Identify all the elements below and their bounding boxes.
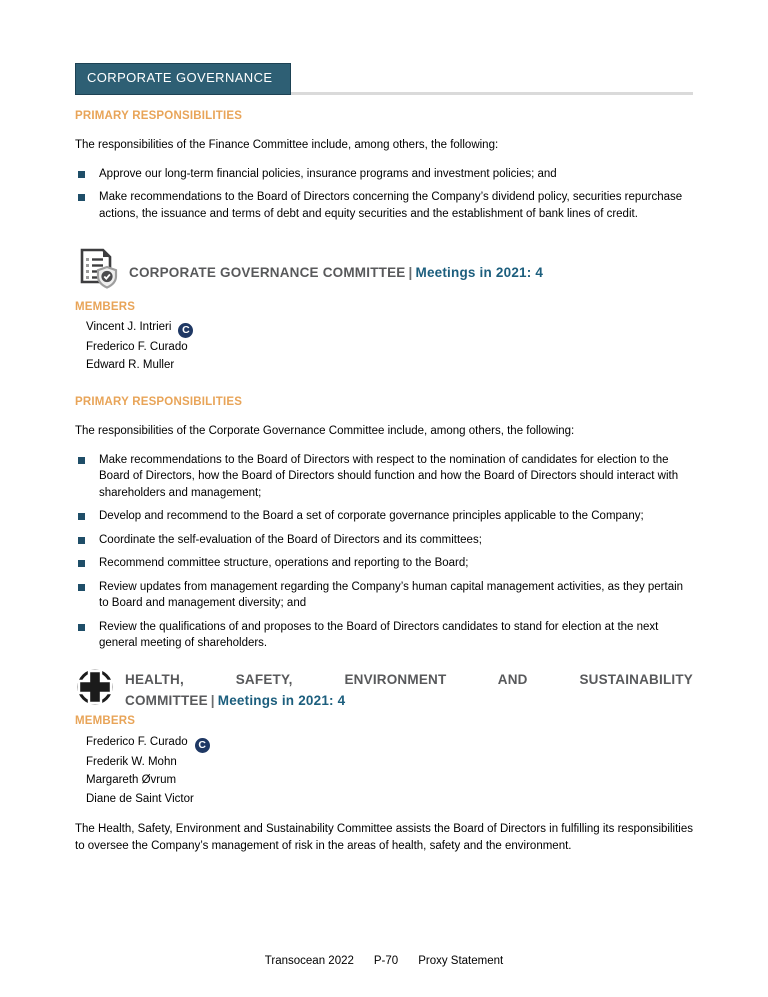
- bullet-text: Coordinate the self-evaluation of the Board of Directors and its committees;: [99, 533, 482, 546]
- bullet-text: Recommend committee structure, operations and reporting to the Board;: [99, 557, 469, 570]
- bullet-square-icon: [78, 537, 85, 544]
- hse-members-heading: MEMBERS: [75, 715, 136, 728]
- list-item: [75, 579, 693, 612]
- member-name: Margareth Øvrum: [86, 774, 177, 786]
- member-row: [86, 790, 693, 809]
- hse-committee-title: [125, 669, 693, 711]
- member-name: Edward R. Muller: [86, 359, 175, 372]
- footer-brand: Transocean 2022: [264, 954, 354, 967]
- chair-badge: C: [178, 323, 193, 338]
- meetings-count: Meetings in 2021: 4: [415, 265, 544, 281]
- bullet-square-icon: [78, 560, 85, 567]
- bullet-square-icon: [78, 624, 85, 631]
- member-row: [86, 733, 693, 753]
- member-name: Diane de Saint Victor: [86, 792, 194, 805]
- bullet-text: Review updates from management regarding the Company’s human capital management activities, as they pertain to Board and management diversity; and: [99, 580, 684, 610]
- bullet-square-icon: [78, 513, 85, 520]
- list-item: [75, 532, 693, 549]
- bullet-square-icon: [78, 584, 85, 591]
- bullet-square-icon: [78, 171, 85, 178]
- finance-bullet-list: [75, 166, 693, 223]
- list-item: [75, 452, 693, 502]
- member-row: [86, 771, 693, 790]
- bullet-text: Review the qualifications of and proposes to the Board of Directors candidates to stand for election at the next general meeting of shareholders.: [99, 620, 659, 650]
- committee-name: HEALTH, SAFETY, ENVIRONMENT AND SUSTAINABILITY COMMITTEE: [125, 671, 693, 708]
- committee-name: CORPORATE GOVERNANCE COMMITTEE: [129, 265, 406, 281]
- member-row: [86, 356, 693, 375]
- page-footer: [0, 953, 768, 970]
- bullet-text: Develop and recommend to the Board a set of corporate governance principles applicable to the Company;: [99, 510, 644, 523]
- finance-intro-paragraph: The responsibilities of the Finance Committee include, among others, the following:: [75, 139, 499, 151]
- finance-responsibilities-heading: PRIMARY RESPONSIBILITIES: [75, 109, 243, 122]
- governance-members-heading: MEMBERS: [75, 300, 136, 313]
- governance-responsibilities-heading: PRIMARY RESPONSIBILITIES: [75, 395, 243, 408]
- list-item: [75, 166, 693, 183]
- hse-description-paragraph: The Health, Safety, Environment and Sustainability Committee assists the Board of Directors in fulfilling its responsibilities to oversee the Company’s management of risk in the areas of health, safety and the environment.: [75, 823, 693, 852]
- list-item: [75, 508, 693, 525]
- bullet-text: Make recommendations to the Board of Directors concerning the Company’s dividend policy, securities repurchase actions, the issuance and terms of debt and equity securities and the establishment of bank lines of credit.: [99, 191, 683, 220]
- governance-member-list: [86, 318, 693, 375]
- member-row: [86, 753, 693, 772]
- bullet-square-icon: [78, 194, 85, 201]
- governance-committee-header: [75, 248, 693, 298]
- chair-badge: C: [195, 738, 210, 753]
- member-name: Frederico F. Curado: [86, 340, 188, 353]
- meetings-count: Meetings in 2021: 4: [217, 692, 346, 708]
- governance-bullet-list: [75, 452, 693, 652]
- governance-intro-paragraph: The responsibilities of the Corporate Governance Committee include, among others, the following:: [75, 425, 575, 438]
- bullet-square-icon: [78, 457, 85, 464]
- member-row: [86, 338, 693, 357]
- governance-committee-title: [129, 262, 543, 283]
- member-name: Frederik W. Mohn: [86, 755, 177, 768]
- section-banner-row: [75, 63, 693, 95]
- section-banner-title: CORPORATE GOVERNANCE: [75, 63, 291, 95]
- member-name: Vincent J. Intrieri: [86, 321, 172, 333]
- title-separator: |: [408, 265, 413, 281]
- hse-committee-header: [75, 667, 693, 713]
- document-checklist-shield-icon: [75, 248, 119, 298]
- footer-page-number: P-70: [373, 954, 399, 967]
- footer-doc-name: Proxy Statement: [418, 954, 504, 967]
- hse-member-list: [86, 733, 693, 808]
- list-item: [75, 555, 693, 572]
- bullet-text: Make recommendations to the Board of Directors with respect to the nomination of candidates for election to the Board of Directors, how the Board of Directors should function and how the Board of Directors should interact with shareholders and management;: [99, 453, 679, 499]
- medical-cross-icon: [75, 667, 115, 713]
- list-item: [75, 619, 693, 652]
- member-name: Frederico F. Curado: [86, 735, 188, 748]
- member-row: [86, 318, 693, 338]
- list-item: [75, 189, 693, 222]
- title-separator: |: [210, 692, 215, 708]
- bullet-text: Approve our long-term financial policies, insurance programs and investment policies; and: [99, 167, 557, 180]
